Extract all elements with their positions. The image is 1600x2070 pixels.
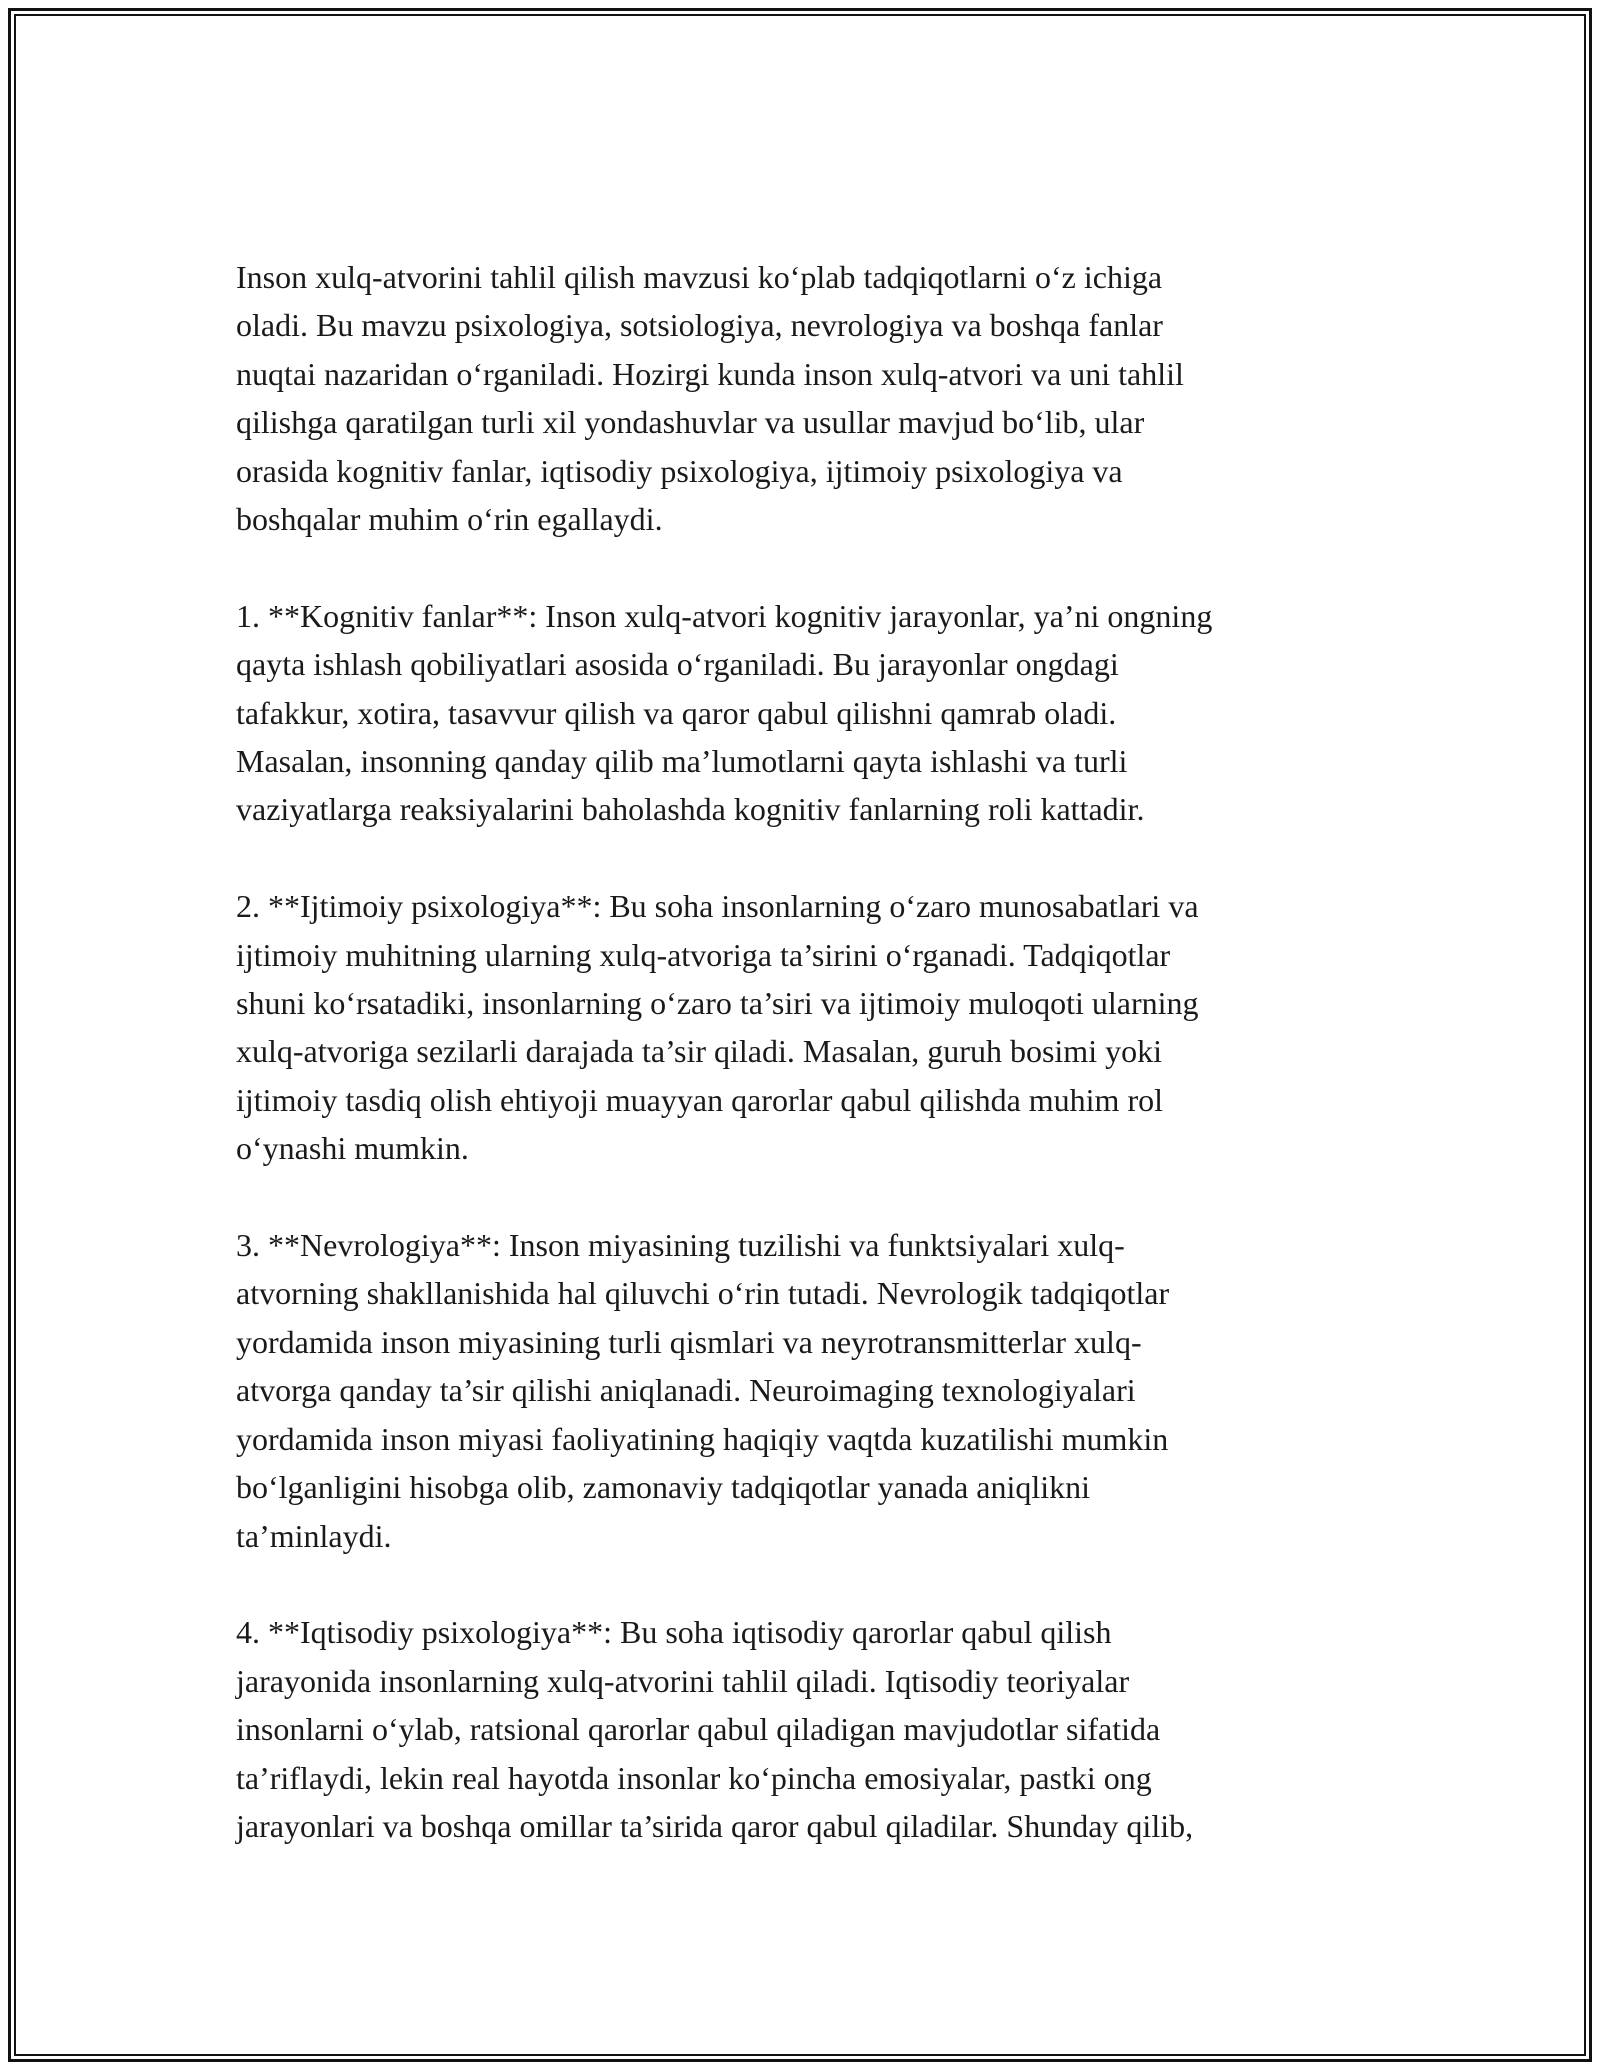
- list-item-kognitiv-fanlar: 1. **Kognitiv fanlar**: Inson xulq-atvori kognitiv jarayonlar, ya’ni ongning qayta ishlash qobiliyatlari asosida oʻrganiladi. Bu jarayonlar ongdagi tafakkur, xotira, tasavvur qilish va qaror qabul qilishni qamrab oladi. Masalan, insonning qanday qilib ma’lumotlarni qayta ishlashi va turli vaziyatlarga reaksiyalarini baholashda kognitiv fanlarning roli kattadir.: [236, 597, 1213, 828]
- document-body: [236, 253, 1366, 1850]
- list-item-ijtimoiy-psixologiya: 2. **Ijtimoiy psixologiya**: Bu soha insonlarning oʻzaro munosabatlari va ijtimoiy muhitning ularning xulq-atvoriga ta’sirini oʻrganadi. Tadqiqotlar shuni koʻrsatadiki, insonlarning oʻzaro ta’siri va ijtimoiy muloqoti ularning xulq-atvoriga sezilarli darajada ta’sir qiladi. Masalan, guruh bosimi yoki ijtimoiy tasdiq olish ehtiyoji muayyan qarorlar qabul qilishda muhim rol oʻynashi mumkin.: [236, 888, 1199, 1167]
- list-item-nevrologiya: 3. **Nevrologiya**: Inson miyasining tuzilishi va funktsiyalari xulq- atvorning shakllanishida hal qiluvchi oʻrin tutadi. Nevrologik tadqiqotlar yordamida inson miyasining turli qismlari va neyrotransmitterlar xulq- atvorga qanday ta’sir qilishi aniqlanadi. Neuroimaging texnologiyalari yordamida inson miyasi faoliyatining haqiqiy vaqtda kuzatilishi mumkin boʻlganligini hisobga olib, zamonaviy tadqiqotlar yanada aniqlikni ta’minlaydi.: [236, 1227, 1170, 1554]
- intro-paragraph: Inson xulq-atvorini tahlil qilish mavzusi koʻplab tadqiqotlarni oʻz ichiga oladi. Bu mavzu psixologiya, sotsiologiya, nevrologiya va boshqa fanlar nuqtai nazaridan oʻrganiladi. Hozirgi kunda inson xulq-atvori va uni tahlil qilishga qaratilgan turli xil yondashuvlar va usullar mavjud boʻlib, ular orasida kognitiv fanlar, iqtisodiy psixologiya, ijtimoiy psixologiya va boshqalar muhim oʻrin egallaydi.: [236, 259, 1184, 538]
- list-item-iqtisodiy-psixologiya: 4. **Iqtisodiy psixologiya**: Bu soha iqtisodiy qarorlar qabul qilish jarayonida insonlarning xulq-atvorini tahlil qiladi. Iqtisodiy teoriyalar insonlarni oʻylab, ratsional qarorlar qabul qiladigan mavjudotlar sifatida ta’riflaydi, lekin real hayotda insonlar koʻpincha emosiyalar, pastki ong jarayonlari va boshqa omillar ta’sirida qaror qabul qiladilar. Shunday qilib,: [236, 1614, 1194, 1844]
